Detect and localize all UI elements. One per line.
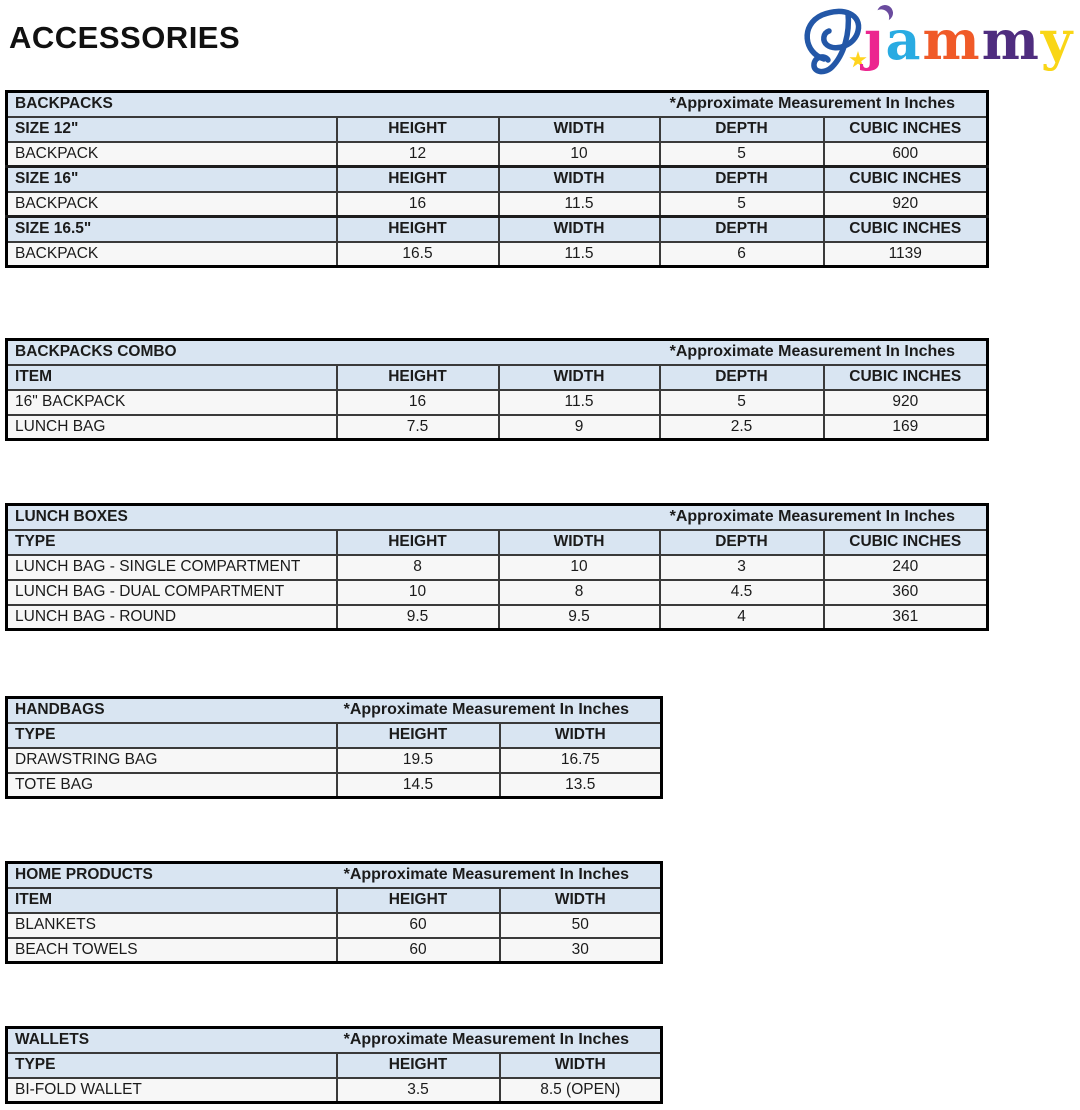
column-header-row xyxy=(7,365,988,390)
column-header-cell: WIDTH xyxy=(499,167,660,192)
column-header-cell: CUBIC INCHES xyxy=(824,217,988,242)
row-label-cell: BACKPACK xyxy=(7,192,337,217)
column-header-cell: WIDTH xyxy=(499,217,660,242)
value-cell: 13.5 xyxy=(500,773,662,798)
page-title: ACCESSORIES xyxy=(9,20,241,55)
logo-letter-y: y xyxy=(1040,8,1075,72)
value-cell: 5 xyxy=(660,390,824,415)
backpacks-table xyxy=(5,90,989,268)
value-cell: 8.5 (OPEN) xyxy=(500,1078,662,1103)
table-title-cell xyxy=(7,1028,662,1053)
wallets-table xyxy=(5,1026,663,1104)
table-name: WALLETS xyxy=(15,1031,90,1049)
row-label-cell: TOTE BAG xyxy=(7,773,337,798)
value-cell: 361 xyxy=(824,605,988,630)
section-label-cell: TYPE xyxy=(7,723,337,748)
value-cell: 16.75 xyxy=(500,748,662,773)
value-cell: 30 xyxy=(500,938,662,963)
table-title-row xyxy=(7,505,988,530)
value-cell: 3 xyxy=(660,555,824,580)
table-row xyxy=(7,938,662,963)
value-cell: 50 xyxy=(500,913,662,938)
value-cell: 16 xyxy=(337,390,499,415)
value-cell: 10 xyxy=(499,555,660,580)
section-label-cell: SIZE 12" xyxy=(7,117,337,142)
row-label-cell: 16" BACKPACK xyxy=(7,390,337,415)
value-cell: 4 xyxy=(660,605,824,630)
column-header-cell: CUBIC INCHES xyxy=(824,167,988,192)
logo-letter-m2: m xyxy=(981,8,1041,72)
section-label-cell: TYPE xyxy=(7,530,337,555)
table-name: HANDBAGS xyxy=(15,701,105,719)
column-header-cell: HEIGHT xyxy=(337,530,499,555)
handbags-table xyxy=(5,696,663,799)
value-cell: 10 xyxy=(337,580,499,605)
column-header-cell: DEPTH xyxy=(660,530,824,555)
value-cell: 920 xyxy=(824,390,988,415)
table-title-row xyxy=(7,92,988,117)
table-title-cell xyxy=(7,863,662,888)
table-name: BACKPACKS COMBO xyxy=(15,343,177,361)
column-header-cell: DEPTH xyxy=(660,167,824,192)
column-header-cell: CUBIC INCHES xyxy=(824,530,988,555)
value-cell: 920 xyxy=(824,192,988,217)
lunch-boxes-table xyxy=(5,503,989,631)
table-title-row xyxy=(7,698,662,723)
value-cell: 9.5 xyxy=(499,605,660,630)
column-header-cell: HEIGHT xyxy=(337,723,500,748)
table-row xyxy=(7,242,988,267)
logo-wordmark xyxy=(864,0,1074,86)
row-label-cell: BEACH TOWELS xyxy=(7,938,337,963)
row-label-cell: DRAWSTRING BAG xyxy=(7,748,337,773)
section-label-cell: ITEM xyxy=(7,888,337,913)
column-header-cell: HEIGHT xyxy=(337,888,500,913)
table-row xyxy=(7,192,988,217)
column-header-row xyxy=(7,530,988,555)
row-label-cell: BACKPACK xyxy=(7,242,337,267)
row-label-cell: LUNCH BAG - ROUND xyxy=(7,605,337,630)
section-label-cell: SIZE 16.5" xyxy=(7,217,337,242)
column-header-cell: DEPTH xyxy=(660,217,824,242)
column-header-cell: WIDTH xyxy=(499,530,660,555)
column-header-cell: DEPTH xyxy=(660,365,824,390)
value-cell: 12 xyxy=(337,142,499,167)
value-cell: 240 xyxy=(824,555,988,580)
value-cell: 60 xyxy=(337,913,500,938)
column-header-cell: WIDTH xyxy=(500,888,662,913)
value-cell: 16 xyxy=(337,192,499,217)
value-cell: 10 xyxy=(499,142,660,167)
table-row xyxy=(7,605,988,630)
measurement-note: *Approximate Measurement In Inches xyxy=(343,1031,630,1049)
value-cell: 8 xyxy=(499,580,660,605)
value-cell: 3.5 xyxy=(337,1078,500,1103)
table-title-cell xyxy=(7,340,988,365)
value-cell: 169 xyxy=(824,415,988,440)
row-label-cell: BLANKETS xyxy=(7,913,337,938)
value-cell: 14.5 xyxy=(337,773,500,798)
column-header-cell: HEIGHT xyxy=(337,117,499,142)
row-label-cell: LUNCH BAG xyxy=(7,415,337,440)
table-row xyxy=(7,773,662,798)
table-row xyxy=(7,913,662,938)
section-label-cell: SIZE 16" xyxy=(7,167,337,192)
value-cell: 7.5 xyxy=(337,415,499,440)
table-title-row xyxy=(7,863,662,888)
value-cell: 16.5 xyxy=(337,242,499,267)
value-cell: 11.5 xyxy=(499,390,660,415)
column-header-cell: HEIGHT xyxy=(337,217,499,242)
logo-letter-m1: m xyxy=(922,8,982,72)
column-header-row xyxy=(7,888,662,913)
column-header-cell: CUBIC INCHES xyxy=(824,365,988,390)
value-cell: 2.5 xyxy=(660,415,824,440)
pjammy-logo xyxy=(798,4,1080,86)
column-header-cell: WIDTH xyxy=(500,1053,662,1078)
value-cell: 600 xyxy=(824,142,988,167)
value-cell: 19.5 xyxy=(337,748,500,773)
value-cell: 8 xyxy=(337,555,499,580)
section-label-cell: TYPE xyxy=(7,1053,337,1078)
table-row xyxy=(7,555,988,580)
value-cell: 1139 xyxy=(824,242,988,267)
column-header-cell: WIDTH xyxy=(499,365,660,390)
table-row xyxy=(7,580,988,605)
table-name: HOME PRODUCTS xyxy=(15,866,153,884)
value-cell: 9.5 xyxy=(337,605,499,630)
section-label-cell: ITEM xyxy=(7,365,337,390)
table-name: LUNCH BOXES xyxy=(15,508,128,526)
home-products-table xyxy=(5,861,663,964)
table-row xyxy=(7,1078,662,1103)
table-name: BACKPACKS xyxy=(15,95,113,113)
measurement-note: *Approximate Measurement In Inches xyxy=(343,866,630,884)
measurement-note: *Approximate Measurement In Inches xyxy=(669,508,956,526)
table-title-cell xyxy=(7,505,988,530)
value-cell: 11.5 xyxy=(499,192,660,217)
column-header-cell: CUBIC INCHES xyxy=(824,117,988,142)
value-cell: 4.5 xyxy=(660,580,824,605)
column-header-cell: HEIGHT xyxy=(337,365,499,390)
value-cell: 360 xyxy=(824,580,988,605)
row-label-cell: BACKPACK xyxy=(7,142,337,167)
row-label-cell: BI-FOLD WALLET xyxy=(7,1078,337,1103)
table-row xyxy=(7,748,662,773)
table-title-cell xyxy=(7,92,988,117)
row-label-cell: LUNCH BAG - DUAL COMPARTMENT xyxy=(7,580,337,605)
logo-letter-j: ȷ xyxy=(864,8,886,72)
column-header-row xyxy=(7,1053,662,1078)
value-cell: 6 xyxy=(660,242,824,267)
column-header-cell: HEIGHT xyxy=(337,1053,500,1078)
logo-letter-a: a xyxy=(885,8,923,72)
column-header-cell: WIDTH xyxy=(500,723,662,748)
value-cell: 9 xyxy=(499,415,660,440)
column-header-row xyxy=(7,167,988,192)
row-label-cell: LUNCH BAG - SINGLE COMPARTMENT xyxy=(7,555,337,580)
table-title-row xyxy=(7,1028,662,1053)
table-row xyxy=(7,415,988,440)
value-cell: 5 xyxy=(660,142,824,167)
column-header-cell: DEPTH xyxy=(660,117,824,142)
column-header-cell: WIDTH xyxy=(499,117,660,142)
table-title-row xyxy=(7,340,988,365)
value-cell: 60 xyxy=(337,938,500,963)
table-row xyxy=(7,142,988,167)
measurement-note: *Approximate Measurement In Inches xyxy=(669,343,956,361)
column-header-row xyxy=(7,723,662,748)
column-header-row xyxy=(7,117,988,142)
table-title-cell xyxy=(7,698,662,723)
value-cell: 5 xyxy=(660,192,824,217)
column-header-row xyxy=(7,217,988,242)
table-row xyxy=(7,390,988,415)
measurement-note: *Approximate Measurement In Inches xyxy=(669,95,956,113)
backpacks-combo-table xyxy=(5,338,989,441)
value-cell: 11.5 xyxy=(499,242,660,267)
column-header-cell: HEIGHT xyxy=(337,167,499,192)
measurement-note: *Approximate Measurement In Inches xyxy=(343,701,630,719)
